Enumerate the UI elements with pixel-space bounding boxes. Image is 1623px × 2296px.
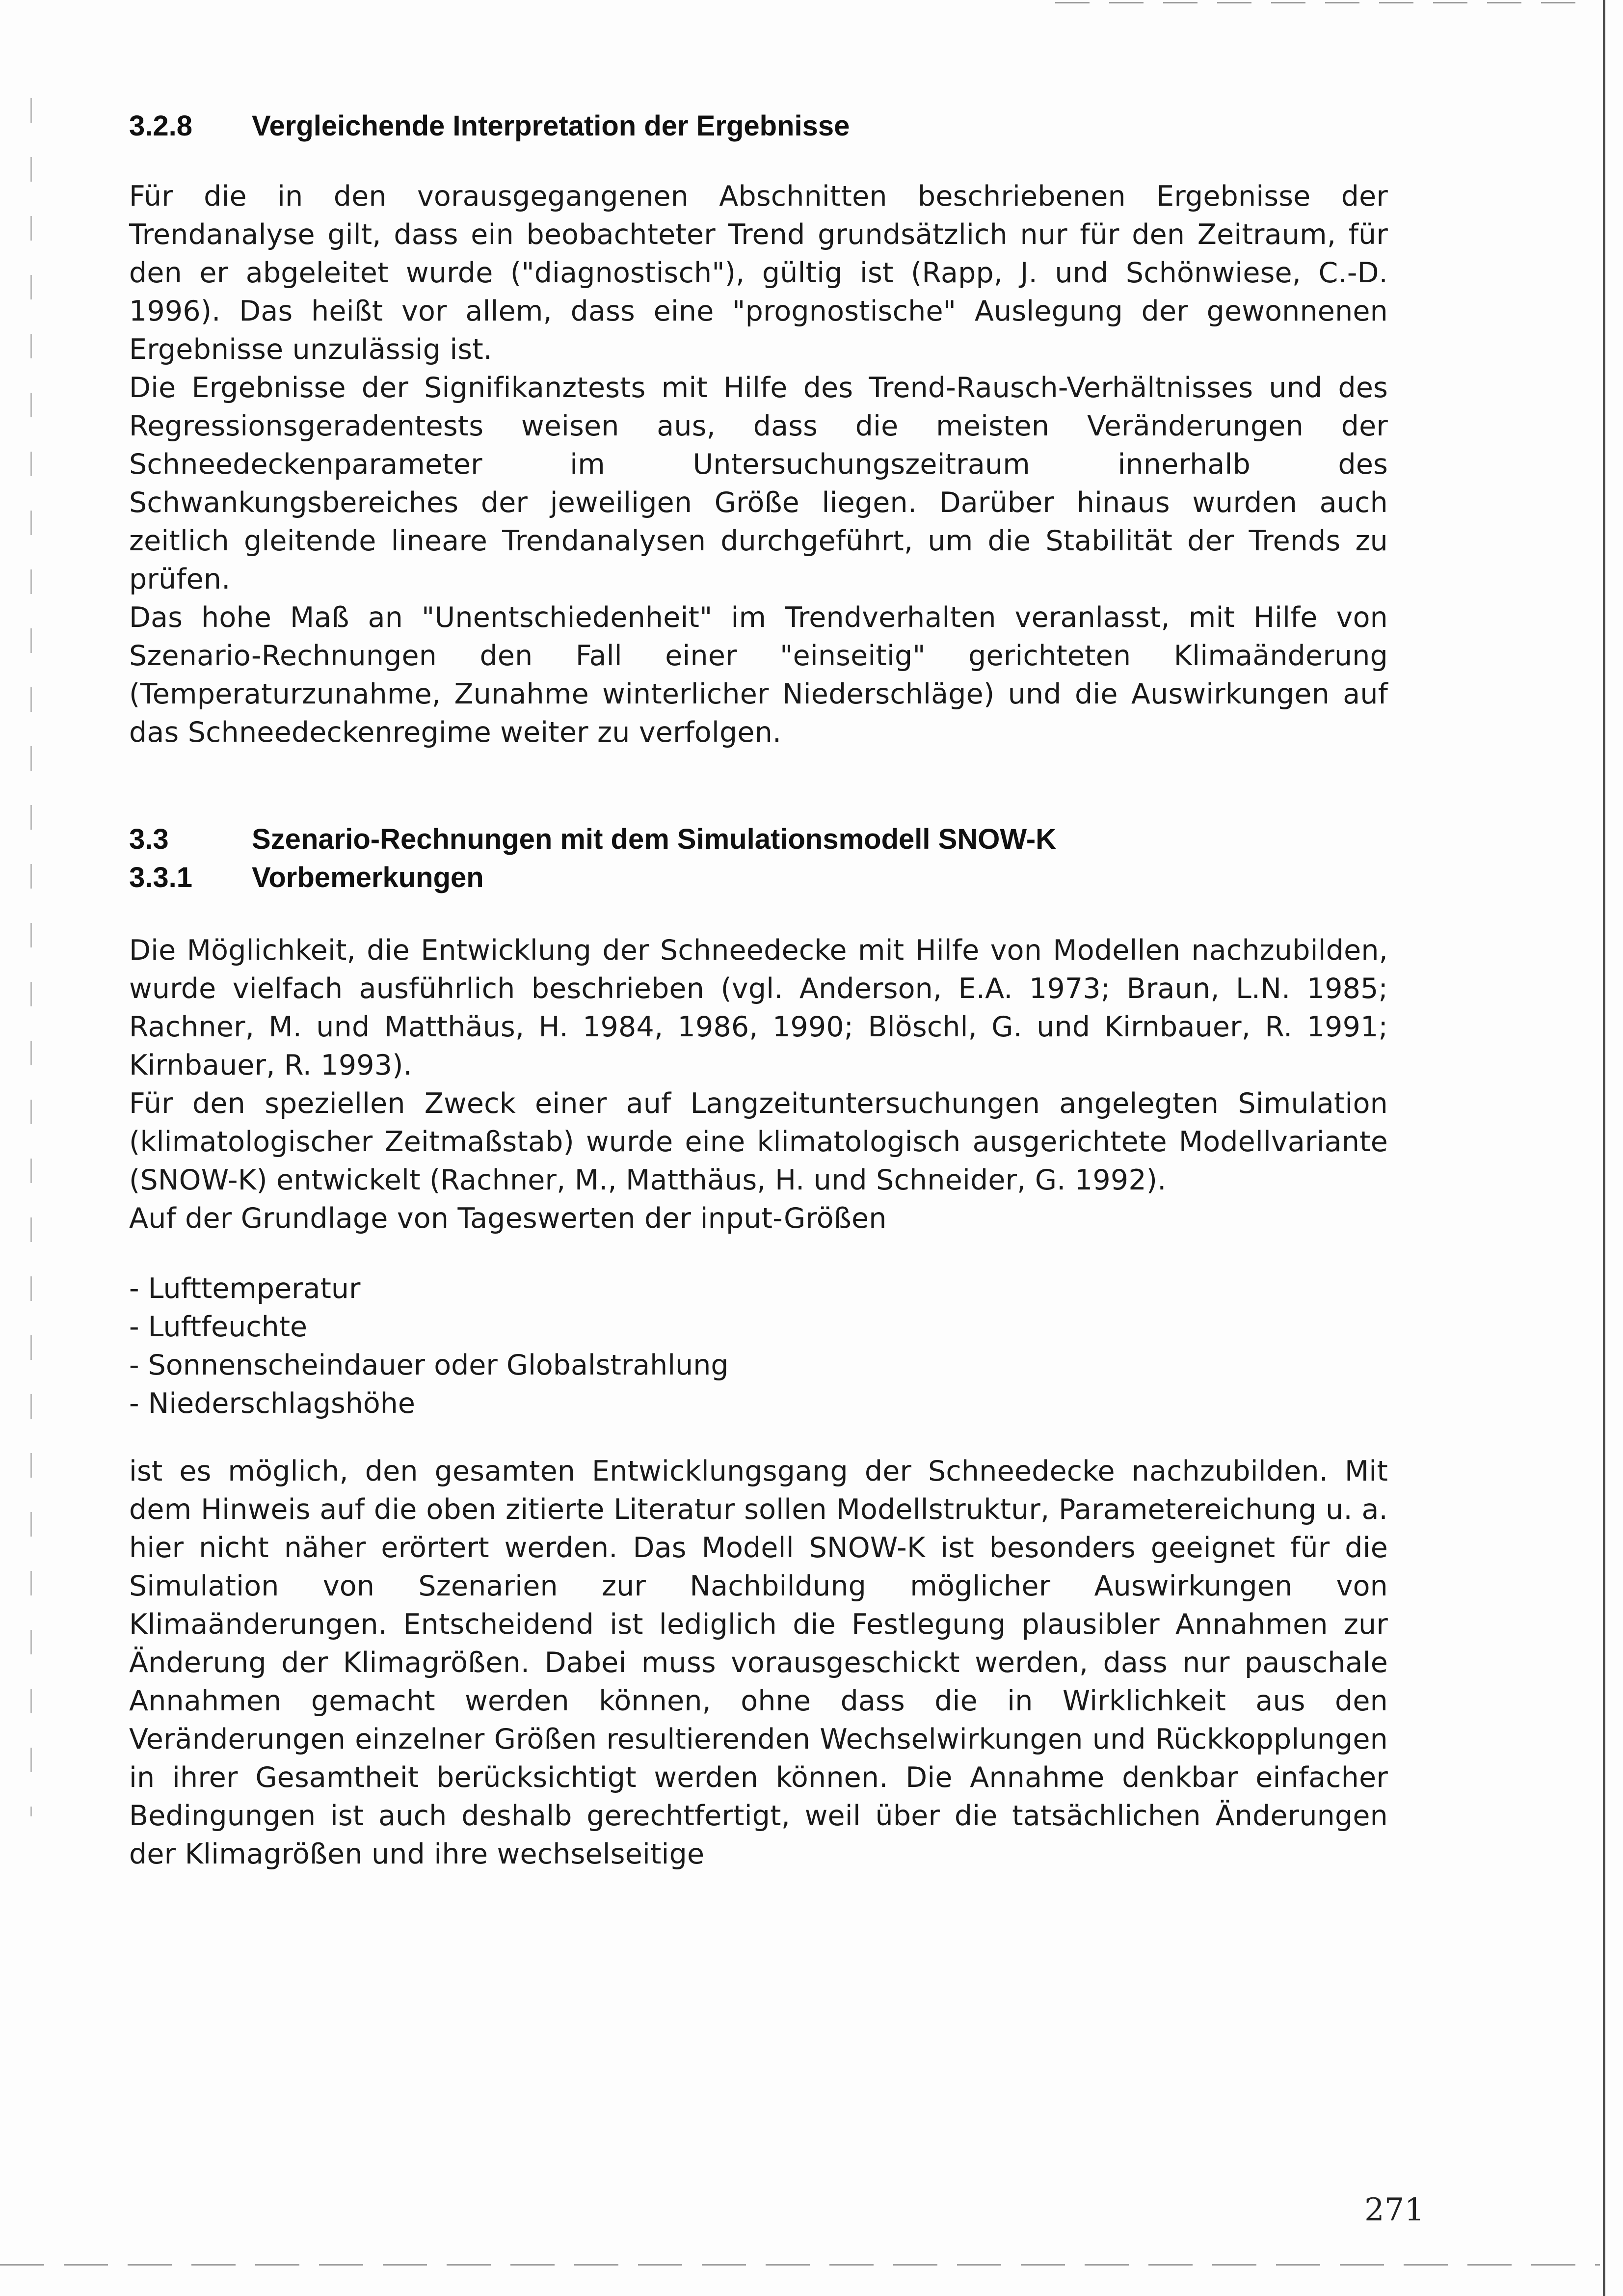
section-heading-3-2-8 xyxy=(129,107,1388,145)
paragraph: Für die in den vorausgegangenen Abschnitten beschriebenen Ergebnisse der Trendanalyse gilt, dass ein beobachteter Trend grundsätzlich nur für den Zeitraum, für den er abgeleitet wurde ("diagnostisch"), gültig ist (Rapp, J. und Schönwiese, C.-D. 1996). Das heißt vor allem, dass eine "prognostische" Auslegung der gewonnenen Ergebnisse unzulässig ist. xyxy=(129,180,1388,366)
scan-edge-right xyxy=(1603,0,1605,2296)
section-title: Vergleichende Interpretation der Ergebnisse xyxy=(252,110,850,142)
list-item: - Niederschlagshöhe xyxy=(129,1387,415,1420)
section-title: Vorbemerkungen xyxy=(252,862,484,893)
paragraph: Die Ergebnisse der Signifikanztests mit Hilfe des Trend-Rausch-Verhältnisses und des Regressionsgeradentests weisen aus, dass die meisten Veränderungen der Schneedeckenparameter im Untersuchungszeitraum innerhalb des Schwankungsbereiches der jeweiligen Größe liegen. Darüber hinaus wurden auch zeitlich gleitende lineare Trendanalysen durchgeführt, um die Stabilität der Trends zu prüfen. xyxy=(129,372,1388,595)
paragraph: ist es möglich, den gesamten Entwicklungsgang der Schneedecke nachzubilden. Mit dem Hinweis auf die oben zitierte Literatur sollen Modellstruktur, Parametereichung u. a. hier nicht näher erörtert werden. Das Modell SNOW-K ist besonders geeignet für die Simulation von Szenarien zur Nachbildung möglicher Auswirkungen von Klimaänderungen. Entscheidend ist lediglich die Festlegung plausibler Annahmen zur Änderung der Klimagrößen. Dabei muss vorausgeschickt werden, dass nur pauschale Annahmen gemacht werden können, ohne dass die in Wirklichkeit aus den Veränderungen einzelner Größen resultierenden Wechselwirkungen und Rückkopplungen in ihrer Gesamtheit berücksichtigt werden können. Die Annahme denkbar einfacher Bedingungen ist auch deshalb gerechtfertigt, weil über die tatsächlichen Änderungen der Klimagrößen und ihre wechselseitige xyxy=(129,1455,1388,1870)
list-item: - Sonnenscheindauer oder Globalstrahlung xyxy=(129,1349,729,1381)
paragraph: Für den speziellen Zweck einer auf Langzeituntersuchungen angelegten Simulation (klimatologischer Zeitmaßstab) wurde eine klimatologisch ausgerichtete Modellvariante (SNOW-K) entwickelt (Rachner, M., Matthäus, H. und Schneider, G. 1992). xyxy=(129,1087,1388,1196)
scan-edge-bottom xyxy=(0,2264,1600,2266)
scan-edge-left xyxy=(30,98,32,1816)
section-heading-3-3 xyxy=(129,820,1388,859)
page-content xyxy=(129,107,1388,1873)
section-number: 3.2.8 xyxy=(129,110,192,142)
section-number: 3.3 xyxy=(129,823,169,855)
section-heading-3-3-1 xyxy=(129,859,1388,897)
paragraph: Auf der Grundlage von Tageswerten der input-Größen xyxy=(129,1202,887,1235)
input-variable-list xyxy=(129,1270,1388,1423)
section-number: 3.3.1 xyxy=(129,862,192,893)
list-item: - Luftfeuchte xyxy=(129,1311,308,1343)
page-number: 271 xyxy=(1364,2192,1425,2228)
scan-edge-top xyxy=(1055,2,1595,3)
section-title: Szenario-Rechnungen mit dem Simulationsmodell SNOW-K xyxy=(252,823,1057,855)
list-item: - Lufttemperatur xyxy=(129,1272,361,1305)
paragraph: Die Möglichkeit, die Entwicklung der Schneedecke mit Hilfe von Modellen nachzubilden, wurde vielfach ausführlich beschrieben (vgl. Anderson, E.A. 1973; Braun, L.N. 1985; Rachner, M. und Matthäus, H. 1984, 1986, 1990; Blöschl, G. und Kirnbauer, R. 1991; Kirnbauer, R. 1993). xyxy=(129,934,1388,1081)
paragraph: Das hohe Maß an "Unentschiedenheit" im Trendverhalten veranlasst, mit Hilfe von Szenario-Rechnungen den Fall einer "einseitig" gerichteten Klimaänderung (Temperaturzunahme, Zunahme winterlicher Niederschläge) und die Auswirkungen auf das Schneedeckenregime weiter zu verfolgen. xyxy=(129,601,1388,749)
section-spacer xyxy=(129,752,1388,820)
